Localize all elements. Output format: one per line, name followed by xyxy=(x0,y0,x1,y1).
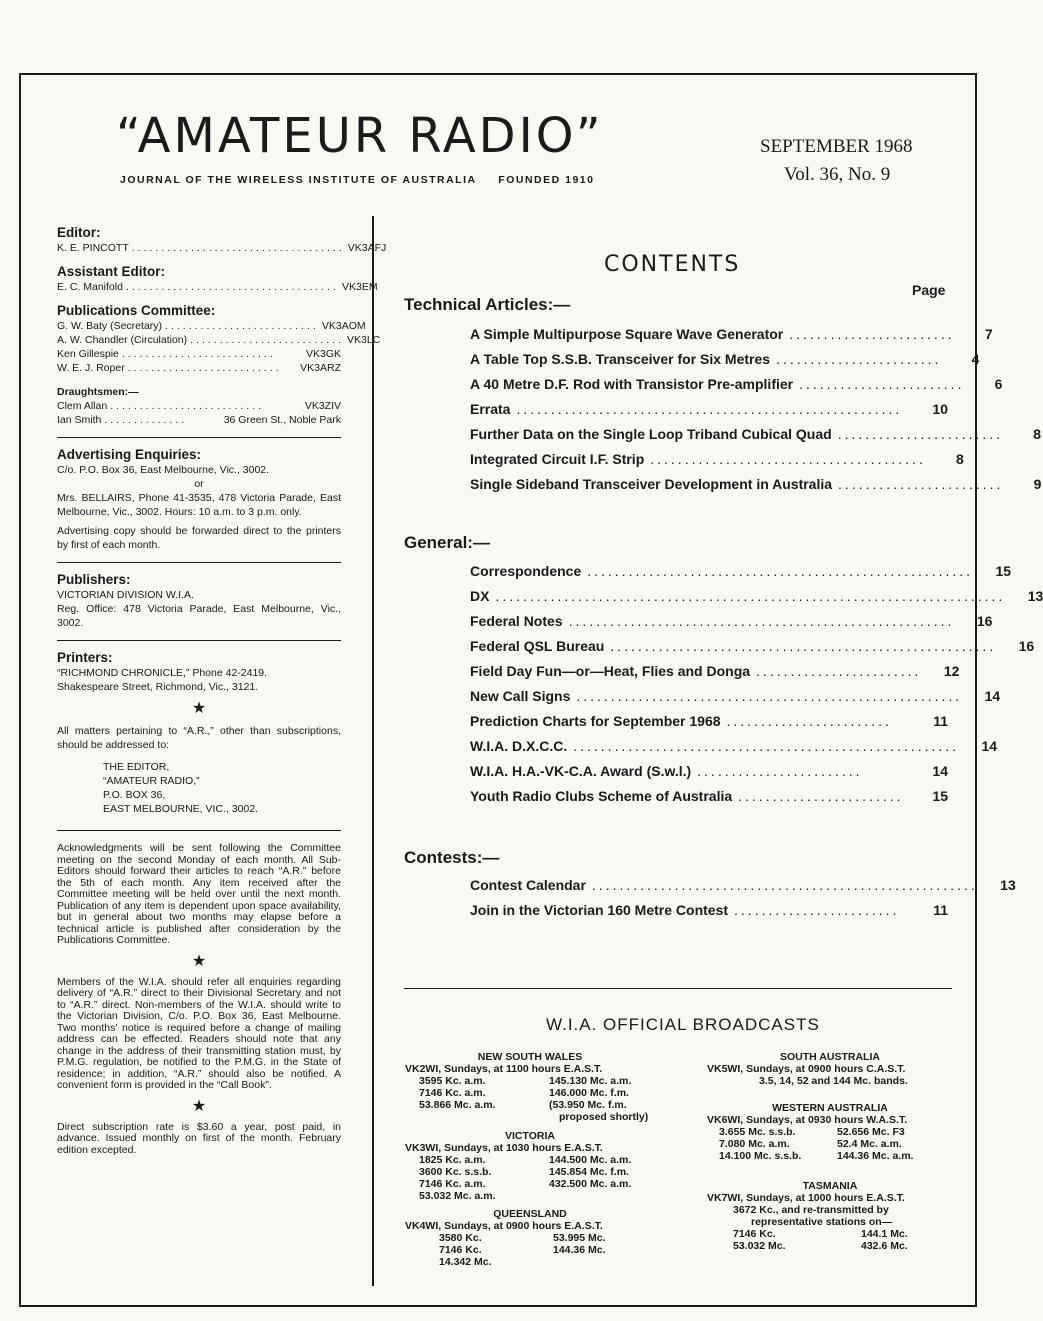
toc-item[interactable]: Youth Radio Clubs Scheme of Australia ........................ 15 xyxy=(470,787,948,804)
address-line: THE EDITOR, xyxy=(103,761,170,773)
toc-item[interactable]: DX .......................................................................... 13 xyxy=(470,587,1043,604)
toc-title: Youth Radio Clubs Scheme of Australia xyxy=(470,787,733,804)
freq: 7.080 Mc. a.m. xyxy=(719,1138,790,1150)
toc-page: 16 xyxy=(976,612,993,629)
editor-call: VK3AFJ xyxy=(347,242,387,254)
state-name: VICTORIA xyxy=(505,1130,555,1142)
issue-date: SEPTEMBER 1968 xyxy=(760,136,913,157)
toc-item[interactable]: A Simple Multipurpose Square Wave Generator ........................ 7 xyxy=(470,325,993,342)
toc-title: Federal QSL Bureau xyxy=(470,637,605,654)
address-line: EAST MELBOURNE, VIC., 3002. xyxy=(103,803,259,815)
freq: 145.854 Mc. f.m. xyxy=(549,1166,629,1178)
freq: 52.656 Mc. F3 xyxy=(837,1126,905,1138)
toc-title: A 40 Metre D.F. Rod with Transistor Pre-amplifier xyxy=(470,375,794,392)
draughtsman-name: Clem Allan xyxy=(57,400,108,412)
toc-title: Single Sideband Transceiver Development in Australia xyxy=(470,475,833,492)
toc-title: New Call Signs xyxy=(470,687,571,704)
draughtsman-row: Ian Smith .............. 36 Green St., Noble Park xyxy=(57,414,341,426)
broadcast-tas xyxy=(707,1180,953,1252)
freq: 3.655 Mc. s.s.b. xyxy=(719,1126,796,1138)
toc-page: 12 xyxy=(943,662,960,679)
toc-item[interactable]: A Table Top S.S.B. Transceiver for Six Metres ........................ 4 xyxy=(470,350,980,367)
toc-item[interactable]: Contest Calendar ........................................................ 13 xyxy=(470,876,1016,893)
toc-page: 10 xyxy=(932,400,948,417)
broadcast-nsw xyxy=(405,1051,655,1123)
toc-item[interactable]: W.I.A. H.A.-VK-C.A. Award (S.w.l.) ........................ 14 xyxy=(470,762,948,779)
freq-row xyxy=(419,1166,655,1178)
toc-title: A Table Top S.S.B. Transceiver for Six Metres xyxy=(470,350,771,367)
matters-text: All matters pertaining to “A.R.,” other than subscriptions, should be addressed to: xyxy=(57,725,341,751)
freq-row xyxy=(733,1240,953,1252)
broadcast-note: representative stations on— xyxy=(751,1216,893,1228)
toc-title: Correspondence xyxy=(470,562,582,579)
toc-item[interactable]: Prediction Charts for September 1968 ........................ 11 xyxy=(470,712,948,729)
toc-item[interactable]: Federal QSL Bureau ........................................................ 16 xyxy=(470,637,1035,654)
printers-address: Shakespeare Street, Richmond, Vic., 3121. xyxy=(57,681,259,693)
star-divider: ★ xyxy=(191,700,207,717)
freq-row xyxy=(419,1099,655,1111)
editor-row: K. E. PINCOTT .................................... VK3AFJ xyxy=(57,242,387,254)
freq-row xyxy=(733,1228,953,1240)
broadcast-schedule: VK3WI, Sundays, at 1030 hours E.A.S.T. xyxy=(405,1142,603,1154)
state-name: WESTERN AUSTRALIA xyxy=(772,1102,888,1114)
assistant-editor-heading: Assistant Editor: xyxy=(57,264,166,279)
toc-page: 15 xyxy=(995,562,1012,579)
toc-item[interactable]: Federal Notes ........................................................ 16 xyxy=(470,612,993,629)
staff-column xyxy=(57,225,387,1156)
advertising-heading: Advertising Enquiries: xyxy=(57,447,202,462)
committee-row: Ken Gillespie .......................... VK3GK xyxy=(57,348,341,360)
toc-item[interactable]: A 40 Metre D.F. Rod with Transistor Pre-amplifier ........................ 6 xyxy=(470,375,1003,392)
draughtsman-row: Clem Allan .......................... VK3ZIV xyxy=(57,400,341,412)
committee-name: A. W. Chandler (Circulation) xyxy=(57,334,188,346)
toc-page: 14 xyxy=(984,687,1001,704)
toc-title: Field Day Fun—or—Heat, Flies and Donga xyxy=(470,662,751,679)
committee-row: A. W. Chandler (Circulation) .......................... VK3LC xyxy=(57,334,381,346)
editor-name: K. E. PINCOTT xyxy=(57,242,129,254)
toc-page: 14 xyxy=(981,737,998,754)
committee-call: VK3LC xyxy=(347,334,381,346)
committee-heading: Publications Committee: xyxy=(57,303,216,318)
committee-call: VK3ARZ xyxy=(300,362,341,374)
committee-name: W. E. J. Roper xyxy=(57,362,125,374)
publishers-heading: Publishers: xyxy=(57,572,131,587)
freq-row xyxy=(719,1150,953,1162)
committee-name: Ken Gillespie xyxy=(57,348,119,360)
toc-title: DX xyxy=(470,587,490,604)
state-name: NEW SOUTH WALES xyxy=(477,1051,583,1063)
freq-bands: 3.5, 14, 52 and 144 Mc. bands. xyxy=(759,1075,908,1087)
toc-item[interactable]: Integrated Circuit I.F. Strip ........................................ 8 xyxy=(470,450,964,467)
freq: 144.500 Mc. a.m. xyxy=(549,1154,632,1166)
masthead-title: “AMATEUR RADIO” xyxy=(116,108,604,164)
star-divider: ★ xyxy=(191,952,207,970)
freq-row xyxy=(719,1138,953,1150)
toc-page: 16 xyxy=(1018,637,1035,654)
draughtsmen-heading: Draughtsmen:— xyxy=(57,386,139,398)
toc-title: Contest Calendar xyxy=(470,876,586,893)
broadcast-schedule: VK6WI, Sundays, at 0930 hours W.A.S.T. xyxy=(707,1114,908,1126)
toc-item[interactable]: Correspondence ........................................................ 15 xyxy=(470,562,1012,579)
freq: 144.36 Mc. a.m. xyxy=(837,1150,914,1162)
freq: 7146 Kc. xyxy=(733,1228,776,1240)
broadcast-qld xyxy=(405,1208,655,1268)
technical-list xyxy=(470,321,1042,496)
editor-address xyxy=(57,760,341,816)
toc-item[interactable]: Single Sideband Transceiver Development in Australia ........................ 9 xyxy=(470,475,1042,492)
contests-heading: Contests:— xyxy=(404,848,500,867)
assistant-editor-name: E. C. Manifold xyxy=(57,281,123,293)
freq-row xyxy=(419,1075,655,1087)
freq-row xyxy=(419,1154,655,1166)
toc-page: 8 xyxy=(1033,425,1042,442)
toc-item[interactable]: Further Data on the Single Loop Triband Cubical Quad ........................ 8 xyxy=(470,425,1042,442)
toc-item[interactable]: W.I.A. D.X.C.C. ........................................................ 14 xyxy=(470,737,998,754)
toc-title: A Simple Multipurpose Square Wave Generator xyxy=(470,325,784,342)
committee-call: VK3GK xyxy=(305,348,341,360)
editor-heading: Editor: xyxy=(57,225,101,240)
committee-name: G. W. Baty (Secretary) xyxy=(57,320,163,332)
contests-list xyxy=(470,872,1016,922)
broadcast-schedule: VK7WI, Sundays, at 1000 hours E.A.S.T. xyxy=(707,1192,905,1204)
state-name: SOUTH AUSTRALIA xyxy=(780,1051,880,1063)
separator xyxy=(57,830,341,831)
freq: 3600 Kc. s.s.b. xyxy=(419,1166,492,1178)
separator xyxy=(57,640,341,641)
advertising-or: or xyxy=(194,478,204,490)
toc-title: Federal Notes xyxy=(470,612,563,629)
toc-title: W.I.A. D.X.C.C. xyxy=(470,737,568,754)
toc-item[interactable]: Join in the Victorian 160 Metre Contest ........................ 11 xyxy=(470,901,948,918)
toc-page: 11 xyxy=(933,901,948,918)
general-list xyxy=(470,558,1043,808)
freq: 3580 Kc. xyxy=(439,1232,482,1244)
broadcast-sa xyxy=(707,1051,953,1087)
separator xyxy=(57,437,341,438)
toc-page: 9 xyxy=(1033,475,1042,492)
committee-row: G. W. Baty (Secretary) .......................... VK3AOM xyxy=(57,320,366,332)
toc-page: 13 xyxy=(1027,587,1043,604)
toc-page: 11 xyxy=(933,712,948,729)
freq: 144.1 Mc. xyxy=(861,1228,908,1240)
assistant-editor-call: VK3EM xyxy=(341,281,378,293)
freq: 53.032 Mc. a.m. xyxy=(419,1190,496,1202)
address-line: “AMATEUR RADIO,” xyxy=(103,775,200,787)
state-name: TASMANIA xyxy=(802,1180,858,1192)
technical-heading: Technical Articles:— xyxy=(404,295,571,314)
broadcast-note: 3672 Kc., and re-transmitted by xyxy=(733,1204,889,1216)
freq: 7146 Kc. a.m. xyxy=(419,1178,486,1190)
broadcast-schedule: VK5WI, Sundays, at 0900 hours C.A.S.T. xyxy=(707,1063,906,1075)
state-name: QUEENSLAND xyxy=(493,1208,567,1220)
advertising-contact: Mrs. BELLAIRS, Phone 41-3535, 478 Victoria Parade, East Melbourne, Vic., 3002. Hours: 10 a.m. to 3 p.m. only. xyxy=(57,492,341,518)
toc-item[interactable]: New Call Signs ........................................................ 14 xyxy=(470,687,1001,704)
toc-title: Further Data on the Single Loop Triband Cubical Quad xyxy=(470,425,832,442)
toc-item[interactable]: Field Day Fun—or—Heat, Flies and Donga ........................ 12 xyxy=(470,662,960,679)
broadcast-vic xyxy=(405,1130,655,1202)
printers-name: “RICHMOND CHRONICLE,” Phone 42-2419. xyxy=(57,667,268,679)
freq: 53.032 Mc. xyxy=(733,1240,786,1252)
freq: 7146 Kc. a.m. xyxy=(419,1087,486,1099)
publishers-name: VICTORIAN DIVISION W.I.A. xyxy=(57,589,194,601)
toc-page: 13 xyxy=(1000,876,1016,893)
freq: 3595 Kc. a.m. xyxy=(419,1075,486,1087)
committee-row: W. E. J. Roper .......................... VK3ARZ xyxy=(57,362,341,374)
freq-row xyxy=(419,1178,655,1190)
committee-call: VK3AOM xyxy=(321,320,366,332)
broadcast-schedule: VK4WI, Sundays, at 0900 hours E.A.S.T. xyxy=(405,1220,603,1232)
broadcasts-title: W.I.A. OFFICIAL BROADCASTS xyxy=(546,1015,820,1034)
star-divider: ★ xyxy=(191,1097,207,1115)
toc-page: 7 xyxy=(984,325,993,342)
freq: 53.866 Mc. a.m. xyxy=(419,1099,496,1111)
printers-heading: Printers: xyxy=(57,650,113,665)
freq: 14.100 Mc. s.s.b. xyxy=(719,1150,802,1162)
draughtsman-name: Ian Smith xyxy=(57,414,102,426)
members-text: Members of the W.I.A. should refer all enquiries regarding delivery of “A.R.” direct to their Divisional Secretary and not to “A.R.” direct. Non-members of the W.I.A. should write to the Victorian Division, C/o. P.O. Box 36, East Melbourne. Two months’ notice is required before a change of mailing address can be effected. Readers should note that any change in the address of their transmitting station must, by P.M.G. regulation, be notified to the P.M.G. in the State of residence; in addition, “A.R.” should also be notified. A convenient form is provided in the “Call Book”. xyxy=(57,975,341,1091)
freq: 7146 Kc. xyxy=(439,1244,482,1256)
freq-row xyxy=(439,1244,655,1256)
general-heading: General:— xyxy=(404,533,490,552)
broadcast-schedule: VK2WI, Sundays, at 1100 hours E.A.S.T. xyxy=(405,1063,603,1075)
journal-line: JOURNAL OF THE WIRELESS INSTITUTE OF AUSTRALIA FOUNDED 1910 xyxy=(120,174,595,186)
freq: 52.4 Mc. a.m. xyxy=(837,1138,902,1150)
toc-page: 15 xyxy=(932,787,948,804)
broadcasts-rule xyxy=(404,988,952,989)
draughtsman-address: 36 Green St., Noble Park xyxy=(223,414,341,426)
separator xyxy=(57,562,341,563)
freq: 432.500 Mc. a.m. xyxy=(549,1178,632,1190)
freq-note: proposed shortly) xyxy=(559,1111,649,1123)
freq-row xyxy=(719,1126,953,1138)
column-divider xyxy=(372,216,374,1286)
toc-page: 14 xyxy=(932,762,948,779)
freq: 144.36 Mc. xyxy=(553,1244,606,1256)
toc-page: 4 xyxy=(971,350,980,367)
advertising-copy: Advertising copy should be forwarded direct to the printers by first of each month. xyxy=(57,525,341,551)
toc-title: Join in the Victorian 160 Metre Contest xyxy=(470,901,729,918)
subscription-text: Direct subscription rate is $3.60 a year, post paid, in advance. Issued monthly on first of the month. February edition excepted. xyxy=(57,1120,341,1156)
freq: 146.000 Mc. f.m. xyxy=(549,1087,629,1099)
freq: 432.6 Mc. xyxy=(861,1240,908,1252)
freq: 53.995 Mc. xyxy=(553,1232,606,1244)
publishers-office: Reg. Office: 478 Victoria Parade, East Melbourne, Vic., 3002. xyxy=(57,603,341,629)
toc-title: Prediction Charts for September 1968 xyxy=(470,712,721,729)
toc-page: 8 xyxy=(956,450,964,467)
freq: (53.950 Mc. f.m. xyxy=(549,1099,627,1111)
advertising-address: C/o. P.O. Box 36, East Melbourne, Vic., 3002. xyxy=(57,464,270,476)
toc-title: W.I.A. H.A.-VK-C.A. Award (S.w.l.) xyxy=(470,762,692,779)
page-column-label: Page xyxy=(912,282,946,298)
toc-title: Integrated Circuit I.F. Strip xyxy=(470,450,645,467)
assistant-editor-row: E. C. Manifold .................................... VK3EM xyxy=(57,281,378,293)
toc-page: 6 xyxy=(994,375,1003,392)
toc-title: Errata xyxy=(470,400,511,417)
freq: 1825 Kc. a.m. xyxy=(419,1154,486,1166)
draughtsman-call: VK3ZIV xyxy=(304,400,341,412)
issue-volume: Vol. 36, No. 9 xyxy=(784,164,891,185)
freq: 14.342 Mc. xyxy=(439,1256,492,1268)
freq: 145.130 Mc. a.m. xyxy=(549,1075,632,1087)
contents-title: CONTENTS xyxy=(604,252,741,277)
freq-row xyxy=(439,1232,655,1244)
freq-row xyxy=(419,1087,655,1099)
broadcast-wa xyxy=(707,1102,953,1162)
address-line: P.O. BOX 36, xyxy=(103,789,166,801)
toc-item[interactable]: Errata ........................................................ 10 xyxy=(470,400,948,417)
acknowledgments-text: Acknowledgments will be sent following the Committee meeting on the second Monday of each month. All Sub-Editors should forward their articles to reach “A.R.” before the 5th of each month. Any item received after the Committee meeting will be held over until the next month. Publication of any item is dependent upon space availability, but in general about two months may elapse before a technical article is published after consideration by the Publications Committee. xyxy=(57,842,341,946)
